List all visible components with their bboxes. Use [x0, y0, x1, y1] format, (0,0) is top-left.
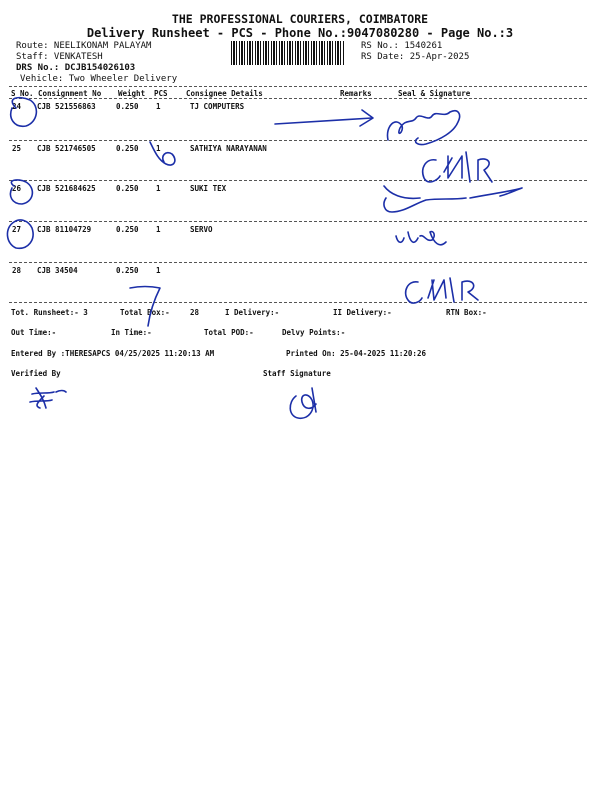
delvy-points-label: Delvy Points:- [282, 328, 346, 337]
drs-number: DRS No.: DCJB154026103 [16, 63, 136, 73]
row-25-sno: 25 [12, 144, 22, 153]
row-24-consignment: CJB 521556863 [37, 102, 96, 111]
total-runsheet: Tot. Runsheet:- 3 [11, 308, 88, 317]
staff-signature-label: Staff Signature [263, 369, 331, 378]
arrow-line [275, 118, 372, 124]
verified-signature [30, 388, 66, 408]
vehicle-label: Vehicle: Two Wheeler Delivery [20, 74, 178, 84]
circle-24 [11, 98, 37, 127]
header-seal-signature: Seal & Signature [398, 89, 471, 98]
staff-signature-mark [290, 388, 316, 418]
row-25-consignee: SATHIYA NARAYANAN [190, 144, 267, 153]
row-28-pcs: 1 [156, 266, 161, 275]
cnr-1 [423, 152, 492, 182]
signature-row24 [387, 111, 459, 145]
pcs-mark-row25 [150, 142, 175, 165]
circle-27 [7, 220, 33, 248]
header-consignment: Consignment No [38, 89, 102, 98]
row-26-consignee: SUKI TEX [190, 184, 227, 193]
rs-number: RS No.: 1540261 [361, 41, 443, 51]
row-28-sno: 28 [12, 266, 22, 275]
header-sno: S No. [11, 89, 34, 98]
printed-on: Printed On: 25-04-2025 11:20:26 [286, 349, 426, 358]
company-title: THE PROFESSIONAL COURIERS, COIMBATORE [171, 12, 429, 26]
row-25-consignment: CJB 521746505 [37, 144, 96, 153]
verified-by-label: Verified By [11, 369, 61, 378]
rtn-box-label: RTN Box:- [446, 308, 487, 317]
row-24-weight: 0.250 [116, 102, 139, 111]
header-weight: Weight [118, 89, 146, 98]
row-28-weight: 0.250 [116, 266, 139, 275]
cnr-2 [406, 278, 478, 303]
entered-by: Entered By :THERESAPCS 04/25/2025 11:20:13 AM [11, 349, 215, 358]
ii-delivery-label: II Delivery:- [333, 308, 392, 317]
header-pcs: PCS [154, 89, 168, 98]
staff-label: Staff: VENKATESH [16, 52, 103, 62]
total-box-mark [130, 287, 160, 327]
row-24-sno: 24 [12, 102, 22, 111]
row-26-consignment: CJB 521684625 [37, 184, 96, 193]
total-pod-label: Total POD:- [204, 328, 254, 337]
row-27-consignment: CJB 81104729 [37, 225, 92, 234]
total-box-label: Total Box:- [120, 308, 170, 317]
row-24-consignee: TJ COMPUTERS [190, 102, 245, 111]
route-label: Route: NEELIKONAM PALAYAM [16, 41, 152, 51]
header-remarks: Remarks [340, 89, 372, 98]
row-25-pcs: 1 [156, 144, 161, 153]
row-24-pcs: 1 [156, 102, 161, 111]
row-27-sno: 27 [12, 225, 22, 234]
row-26-weight: 0.250 [116, 184, 139, 193]
row-27-weight: 0.250 [116, 225, 139, 234]
in-time-label: In Time:- [111, 328, 152, 337]
row-26-sno: 26 [12, 184, 22, 193]
row-25-weight: 0.250 [116, 144, 139, 153]
row-27-pcs: 1 [156, 225, 161, 234]
total-box-value: 28 [190, 308, 200, 317]
runsheet-subtitle: Delivery Runsheet - PCS - Phone No.:9047080280 - Page No.:3 [86, 26, 514, 40]
circle-26 [10, 180, 32, 204]
signature-row26 [384, 186, 522, 212]
i-delivery-label: I Delivery:- [225, 308, 280, 317]
row-28-consignment: CJB 34504 [37, 266, 78, 275]
row-26-pcs: 1 [156, 184, 161, 193]
rs-date: RS Date: 25-Apr-2025 [361, 52, 470, 62]
header-consignee: Consignee Details [186, 89, 263, 98]
out-time-label: Out Time:- [11, 328, 57, 337]
signature-row27 [396, 232, 446, 245]
row-27-consignee: SERVO [190, 225, 213, 234]
